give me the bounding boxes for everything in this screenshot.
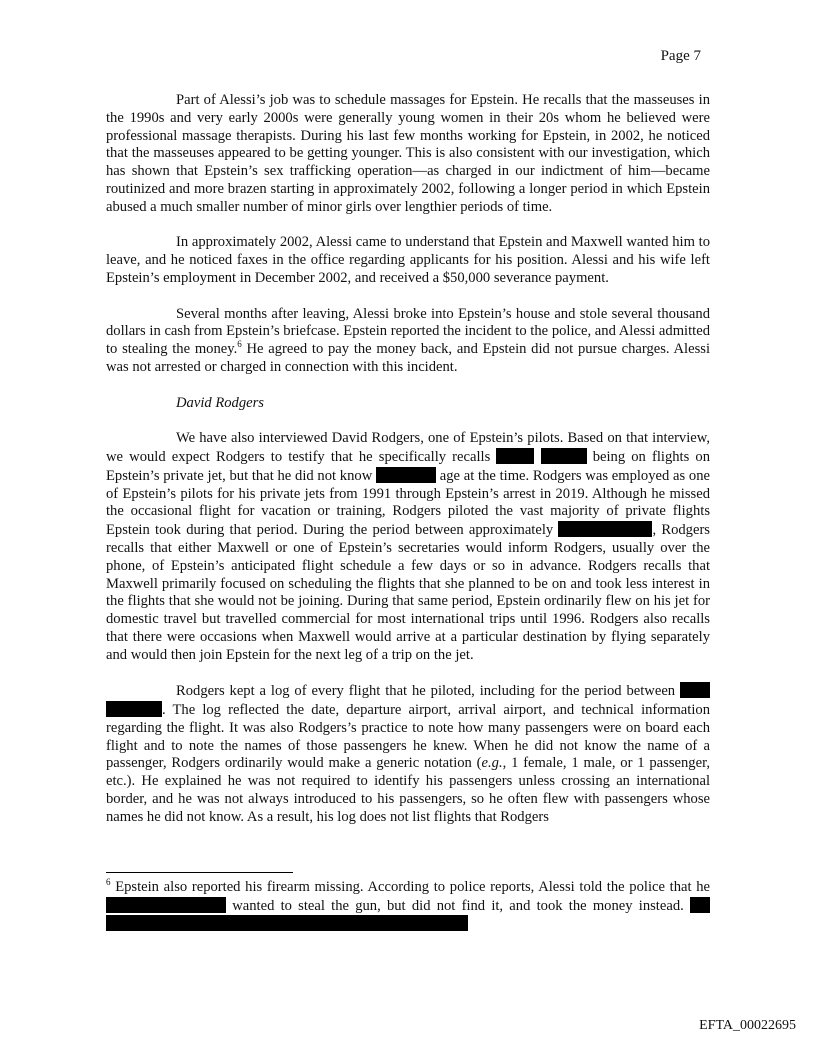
text-segment: , 1 female, 1 male, or 1 passenger, etc.). He explained he was not required to identify his passengers unless crossing an international border, and he was not always introduced to his passengers, so he often flew with passengers whose names he did not know. As a result, his log does not list flights that Rodgers xyxy=(106,755,710,825)
text-segment: Several months after leaving, Alessi broke into Epstein’s house and stole several thousand dollars in cash from Epstein’s briefcase. Epstein reported the incident to the police, and Alessi admitted to stealing the money. xyxy=(106,305,710,358)
text-segment: We have also interviewed David Rodgers, one of Epstein’s pilots. Based on that interview, we would expect Rodgers to testify that he specifically recalls xyxy=(106,430,710,465)
text-segment: age at the time. Rodgers was employed as one of Epstein’s pilots for his private jets from 1991 through Epstein’s arrest in 2019. Although he missed the occasional flight for vacation or training, Rodgers piloted the vast majority of private flights Epstein took during that period. During the period between approximately xyxy=(106,467,711,539)
footnote-number: 6 xyxy=(106,877,111,888)
redaction-box xyxy=(106,897,226,913)
text-italic: e.g. xyxy=(481,755,503,772)
section-heading: David Rodgers xyxy=(176,394,264,411)
redaction-box xyxy=(690,897,710,913)
text-segment: Rodgers kept a log of every flight that he piloted, including for the period between xyxy=(176,683,676,700)
paragraph-flight-log xyxy=(106,682,710,826)
redaction-box xyxy=(376,467,436,483)
text-segment: . The log reflected the date, departure airport, arrival airport, and technical information regarding the flight. It was also Rodgers’s practice to note how many passengers were on board each flight and to note the names of those passengers he knew. When he did not know the name of a passenger, Rodgers ordinarily would make a generic notation ( xyxy=(106,702,710,772)
redaction-box xyxy=(558,521,652,537)
document-body xyxy=(106,92,710,844)
text-segment: , Rodgers recalls that either Maxwell or one of Epstein’s secretaries would inform Rodgers, usually over the phone, of Epstein’s anticipated flight schedule a few days or so in advance. Rodgers recalls that Maxwell primarily focused on scheduling the flights that she planned to be on and took less interest in the flights that she would not be joining. During that same period, Epstein ordinarily flew on his jet for domestic travel but travelled commercial for most international trips until 1996. Rodgers also recalls that there were occasions when Maxwell would arrive at a particular destination by flying separately and would then join Epstein for the next leg of a trip on the jet. xyxy=(106,522,710,663)
footnote-text: Epstein also reported his firearm missing. According to police reports, Alessi told the police that he xyxy=(110,879,710,895)
paragraph-departure: In approximately 2002, Alessi came to understand that Epstein and Maxwell wanted him to leave, and he noticed faxes in the office regarding applicants for his position. Alessi and his wife left Epstein’s employment in December 2002, and received a $50,000 severance payment. xyxy=(106,234,710,286)
footnote-ref: 6 xyxy=(237,339,242,350)
paragraph-masseuses: Part of Alessi’s job was to schedule massages for Epstein. He recalls that the masseuses in the 1990s and very early 2000s were generally young women in their 20s whom he believed were professional massage therapists. During his last few months working for Epstein, in 2002, he noticed that the masseuses appeared to be getting younger. This is also consistent with our investigation, which has shown that Epstein’s sex trafficking operation—as charged in our indictment of him—became routinized and more brazen starting in approximately 2002, following a longer period in which Epstein abused a much smaller number of minor girls over lengthier periods of time. xyxy=(106,92,710,215)
paragraph-rodgers-interview xyxy=(106,430,710,664)
text-segment: He agreed to pay the money back, and Epstein did not pursue charges. Alessi was not arrested or charged in connection with this incident. xyxy=(106,341,711,375)
redaction-box xyxy=(106,915,468,931)
redaction-box xyxy=(680,682,710,698)
page-number: Page 7 xyxy=(660,48,701,64)
footnote-divider xyxy=(106,872,293,873)
paragraph-break-in xyxy=(106,306,710,377)
redaction-box xyxy=(496,448,534,464)
footnote-text: wanted to steal the gun, but did not find it, and took the money instead. xyxy=(232,897,684,914)
bates-number: EFTA_00022695 xyxy=(699,1018,796,1033)
footnote xyxy=(106,879,710,934)
redaction-box xyxy=(541,448,587,464)
text-segment: being on flights on Epstein’s private jet, but that he did not know xyxy=(106,448,710,484)
redaction-box xyxy=(106,701,162,717)
